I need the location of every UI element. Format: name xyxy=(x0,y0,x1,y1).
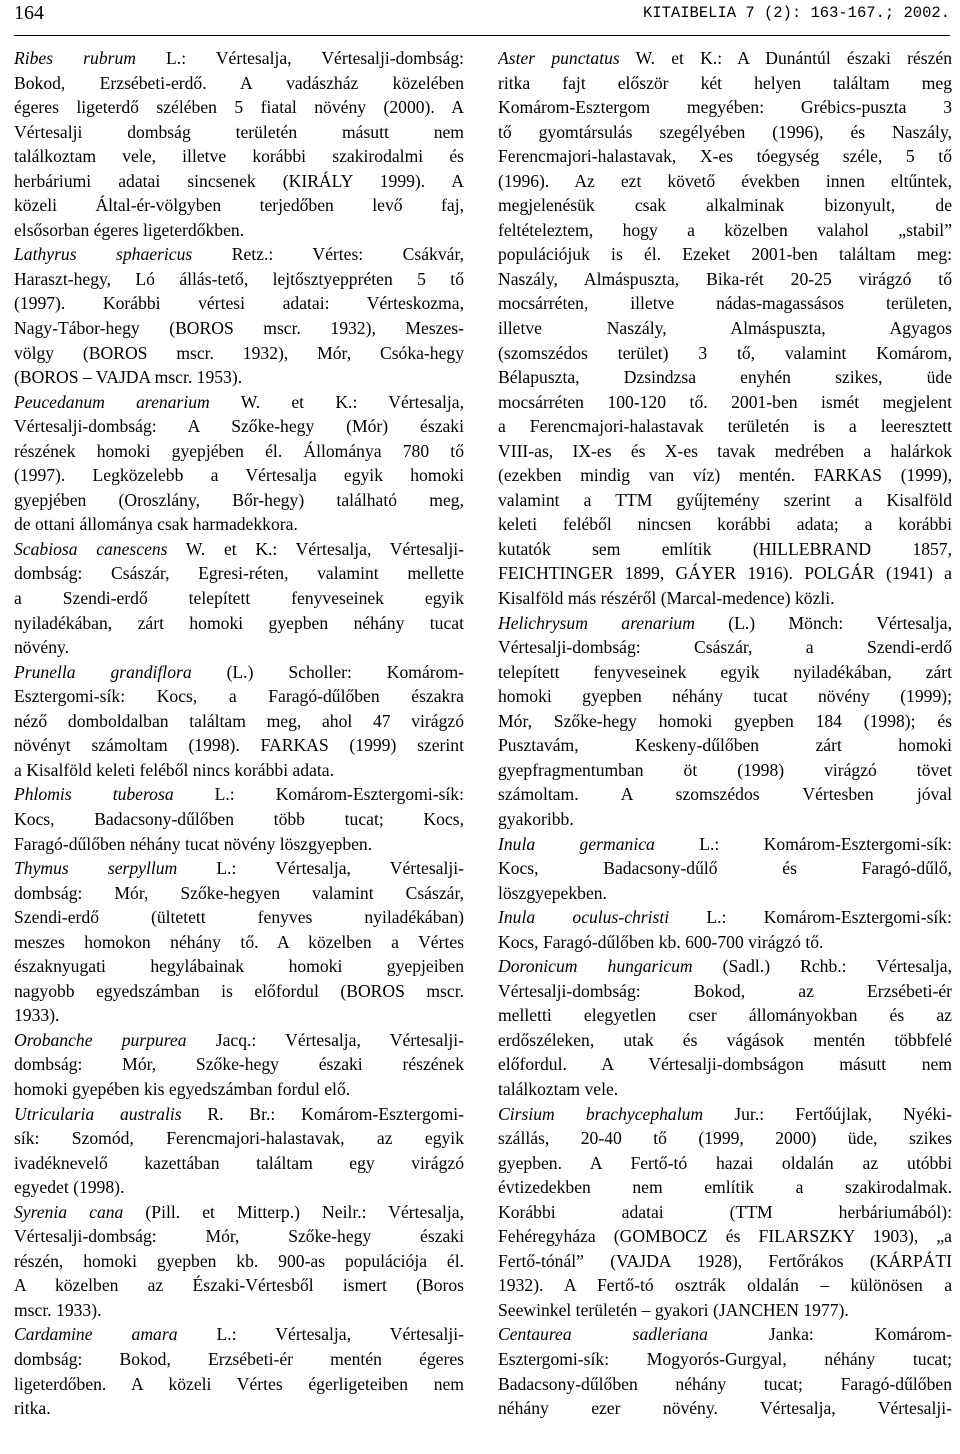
text-line xyxy=(498,611,952,636)
text-segment: Jacq.: Vértesalja, Vértesalji- xyxy=(186,1029,464,1050)
text-line xyxy=(14,611,464,636)
text-line xyxy=(498,316,952,341)
text-line xyxy=(14,1200,464,1225)
text-segment: északnyugati hegylábainak homoki gyepjeiben xyxy=(14,956,464,977)
species-name: Aster punctatus xyxy=(498,48,620,68)
text-segment: (L.) Scholler: Komárom- xyxy=(191,661,464,682)
text-line xyxy=(14,1249,464,1274)
page-number: 164 xyxy=(14,2,44,24)
text-segment: mscr. 1933). xyxy=(14,1299,102,1320)
text-line xyxy=(498,954,952,979)
text-line xyxy=(498,832,952,857)
text-segment: (L.) Mönch: Vértesalja, xyxy=(694,612,952,633)
text-segment: populációjuk is él. Ezeket 2001-ben találtam meg: xyxy=(498,244,952,265)
text-line xyxy=(498,733,952,758)
text-line xyxy=(498,782,952,807)
text-line xyxy=(498,561,952,586)
text-line xyxy=(498,1273,952,1298)
text-line xyxy=(498,1052,952,1077)
text-line xyxy=(14,684,464,709)
text-line xyxy=(14,267,464,292)
left-column xyxy=(14,46,464,1421)
text-segment: W. et K.: Vértesalja, xyxy=(209,391,464,412)
text-line xyxy=(498,218,952,243)
text-segment: néző domboldalban találtam meg, ahol 47 virágzó xyxy=(14,710,464,731)
text-line xyxy=(14,71,464,96)
text-segment: völgy (BOROS mscr. 1932), Mór, Csóka-hegy xyxy=(14,342,464,363)
text-line xyxy=(14,1347,464,1372)
text-segment: gyepfragmentumban öt (1998) virágzó tövet xyxy=(498,759,952,780)
text-segment: Komárom-Esztergom megyében: Grébics-puszta 3 xyxy=(498,97,952,118)
text-line xyxy=(14,1322,464,1347)
text-segment: erdőszéleken, utak és vágások mentén többfelé xyxy=(498,1029,952,1050)
text-segment: W. et K.: A Dunántúl északi részén xyxy=(619,48,952,68)
text-segment: 1933). xyxy=(14,1005,60,1026)
text-segment: feltételeztem, hogy a közelben valahol „stabil” xyxy=(498,219,952,240)
text-line xyxy=(14,1126,464,1151)
text-segment: Esztergomi-sík: Mogyorós-Gurgyal, néhány tucat; xyxy=(498,1348,952,1369)
text-line xyxy=(498,709,952,734)
text-line xyxy=(14,390,464,415)
text-segment: (ezekben mindig van víz) mentén. FARKAS (1999), xyxy=(498,465,952,486)
text-segment: herbáriumi adatai sincsenek (KIRÁLY 1999). A xyxy=(14,170,464,191)
text-segment: Korábbi adatai (TTM herbáriumából): xyxy=(498,1201,952,1222)
text-line xyxy=(14,1372,464,1397)
text-segment: Faragó-dűlőben néhány tucat növény löszgyepben. xyxy=(14,833,373,854)
text-segment: L.: Komárom-Esztergomi-sík: xyxy=(173,784,464,805)
text-line xyxy=(498,758,952,783)
text-line xyxy=(498,488,952,513)
text-line xyxy=(14,561,464,586)
text-line xyxy=(14,660,464,685)
text-segment: évtizedekben nem említik a szakirodalmak. xyxy=(498,1177,952,1198)
text-segment: Szendi-erdő (ültetett fenyves nyiladékában) xyxy=(14,907,464,928)
text-line xyxy=(14,586,464,611)
text-line xyxy=(14,291,464,316)
text-segment: Vértesalji-dombság: Császár, a Szendi-erdő xyxy=(498,637,952,658)
species-name: Thymus serpyllum xyxy=(14,858,178,879)
text-segment: a Szendi-erdő telepített fenyveseinek egyik xyxy=(14,588,464,609)
text-line xyxy=(498,1372,952,1397)
text-line xyxy=(14,856,464,881)
text-segment: megjelenésük csak alkalminak bizonyult, de xyxy=(498,195,952,216)
text-segment: Vértesalji-dombság: A Szőke-hegy (Mór) északi xyxy=(14,416,464,437)
text-line xyxy=(498,120,952,145)
text-line xyxy=(14,1396,464,1421)
text-line xyxy=(14,1151,464,1176)
text-line xyxy=(498,856,952,881)
text-segment: (BOROS – VAJDA mscr. 1953). xyxy=(14,367,243,388)
text-line xyxy=(498,242,952,267)
text-line xyxy=(498,1175,952,1200)
species-name: Centaurea sadleriana xyxy=(498,1324,708,1345)
species-name: Prunella grandiflora xyxy=(14,661,192,682)
text-line xyxy=(498,1126,952,1151)
text-segment: L.: Komárom-Esztergomi-sík: xyxy=(669,907,952,928)
text-line xyxy=(14,316,464,341)
text-segment: előfordul. A Vértesalji-dombságon másutt nem xyxy=(498,1054,952,1075)
text-line xyxy=(498,1200,952,1225)
text-segment: Haraszt-hegy, Ló állás-tető, lejtősztyeppréten 5 tő xyxy=(14,268,464,289)
text-line xyxy=(14,1298,464,1323)
text-segment: egyedet (1998). xyxy=(14,1177,125,1198)
text-segment: Pusztavám, Keskeny-dűlőben zárt homoki xyxy=(498,735,952,756)
text-segment: Vértesalji-dombság: Mór, Szőke-hegy északi xyxy=(14,1226,464,1247)
text-line xyxy=(498,365,952,390)
text-segment: Naszály, Almáspuszta, Bika-rét 20-25 virágzó tő xyxy=(498,268,952,289)
text-segment: Kisalföld más részéről (Marcal-medence) közli. xyxy=(498,588,835,609)
text-segment: néhány ezer növény. Vértesalja, Vértesalji- xyxy=(498,1398,952,1419)
species-name: Orobanche purpurea xyxy=(14,1029,187,1050)
text-line xyxy=(498,1102,952,1127)
text-segment: (Sadl.) Rchb.: Vértesalja, xyxy=(692,956,952,977)
text-segment: Kocs, Badacsony-dűlő és Faragó-dűlő, xyxy=(498,858,952,879)
text-segment: nyiladékában, zárt homoki gyepben néhány tucat xyxy=(14,612,464,633)
text-segment: a Ferencmajori-halastavak területén is a leeresztett xyxy=(498,416,952,437)
text-segment: Bélapuszta, Dzsindzsa enyhén szikes, üde xyxy=(498,367,952,388)
text-line xyxy=(14,341,464,366)
text-segment: a Kisalföld keleti feléből nincs korábbi adata. xyxy=(14,759,334,780)
species-name: Doronicum hungaricum xyxy=(498,956,693,977)
text-line xyxy=(498,1224,952,1249)
text-line xyxy=(498,1003,952,1028)
text-segment: dombság: Mór, Szőke-hegyen valamint Császár, xyxy=(14,882,464,903)
text-line xyxy=(498,46,952,71)
text-line xyxy=(14,512,464,537)
species-name: Utricularia australis xyxy=(14,1103,182,1124)
text-segment: szállás, 20-40 tő (1999, 2000) üde, szikes xyxy=(498,1128,952,1149)
text-segment: L.: Vértesalja, Vértesalji- xyxy=(177,858,464,879)
text-segment: (szomszédos terület) 3 tő, valamint Komárom, xyxy=(498,342,952,363)
text-segment: Fehéregyháza (GOMBOCZ és FILARSZKY 1903), „a xyxy=(498,1226,952,1247)
text-segment: Ferencmajori-halastavak, X-es tóegység széle, 5 tő xyxy=(498,146,952,167)
text-segment: gyepjében (Oroszlány, Bőr-hegy) található meg, xyxy=(14,489,464,510)
text-line xyxy=(498,1077,952,1102)
text-line xyxy=(14,193,464,218)
text-segment: közeli Által-ér-völgyben terjedőben levő faj, xyxy=(14,195,464,216)
text-segment: L.: Vértesalja, Vértesalji- xyxy=(177,1324,464,1345)
text-line xyxy=(498,905,952,930)
species-name: Cardamine amara xyxy=(14,1324,178,1345)
text-line xyxy=(14,488,464,513)
text-segment: részének homoki gyepjében él. Állománya 780 tő xyxy=(14,440,464,461)
text-segment: növényt számoltam (1998). FARKAS (1999) szerint xyxy=(14,735,464,756)
text-line xyxy=(14,1028,464,1053)
text-segment: Badacsony-dűlőben néhány tucat; Faragó-dűlőben xyxy=(498,1373,952,1394)
species-name: Helichrysum arenarium xyxy=(498,612,695,633)
text-segment: ivadéknevelő kazettában találtam egy virágzó xyxy=(14,1152,464,1173)
text-segment: 1932). A Fertő-tó osztrák oldalán – különösen a xyxy=(498,1275,952,1296)
text-line xyxy=(498,341,952,366)
text-line xyxy=(498,1028,952,1053)
text-line xyxy=(14,95,464,120)
text-line xyxy=(14,930,464,955)
text-segment: tő gyomtársulás szegélyében (1996), és Naszály, xyxy=(498,121,952,142)
text-segment: (1997). Korábbi vértesi adatai: Vérteskozma, xyxy=(14,293,464,314)
text-segment: VIII-as, IX-es és X-es tavak medrében a halárkok xyxy=(498,440,952,461)
text-segment: L.: Komárom-Esztergomi-sík: xyxy=(654,833,952,854)
species-name: Inula oculus-christi xyxy=(498,907,670,928)
text-line xyxy=(498,71,952,96)
text-line xyxy=(14,905,464,930)
text-line xyxy=(14,242,464,267)
text-line xyxy=(498,1347,952,1372)
text-line xyxy=(14,1003,464,1028)
text-segment: R. Br.: Komárom-Esztergomi- xyxy=(181,1103,464,1124)
text-line xyxy=(14,414,464,439)
text-line xyxy=(14,46,464,71)
text-line xyxy=(498,512,952,537)
text-line xyxy=(498,635,952,660)
species-name: Cirsium brachycephalum xyxy=(498,1103,704,1124)
text-segment: telepített fenyveseinek egyik nyiladékában, zárt xyxy=(498,661,952,682)
right-column xyxy=(498,46,952,1421)
text-segment: ligeterdőben. A közeli Vértes égerligeteiben nem xyxy=(14,1373,464,1394)
text-line xyxy=(498,267,952,292)
text-segment: sík: Szomód, Ferencmajori-halastavak, az egyik xyxy=(14,1128,464,1149)
text-line xyxy=(498,1322,952,1347)
text-segment: (Pill. et Mitterp.) Neilr.: Vértesalja, xyxy=(123,1201,464,1222)
text-segment: illetve Naszály, Almáspuszta, Agyagos xyxy=(498,318,952,339)
text-line xyxy=(14,169,464,194)
text-line xyxy=(14,881,464,906)
text-line xyxy=(498,414,952,439)
text-segment: (1996). Az ezt követő években innen eltűntek, xyxy=(498,170,952,191)
text-segment: meszes homokon néhány tő. A közelben a Vértes xyxy=(14,931,464,952)
text-segment: kutatók sem említik (HILLEBRAND 1857, xyxy=(498,538,952,559)
text-line xyxy=(14,807,464,832)
text-segment: (1997). Legközelebb a Vértesalja egyik homoki xyxy=(14,465,464,486)
text-segment: növény. xyxy=(14,637,70,658)
species-name: Ribes rubrum xyxy=(14,48,136,68)
text-line xyxy=(14,954,464,979)
text-line xyxy=(14,120,464,145)
text-segment: ritka. xyxy=(14,1398,51,1419)
page-header xyxy=(14,0,950,34)
text-segment: ritka fajt először két helyen találtam meg xyxy=(498,72,952,93)
text-segment: dombság: Bokod, Erzsébeti-ér mentén égeres xyxy=(14,1348,464,1369)
text-segment: Bokod, Erzsébeti-erdő. A vadászház közelében xyxy=(14,72,464,93)
text-line xyxy=(14,144,464,169)
text-segment: számoltam. A szomszédos Vértesben jóval xyxy=(498,784,952,805)
text-line xyxy=(14,218,464,243)
text-segment: FEICHTINGER 1899, GÁYER 1916). POLGÁR (1941) a xyxy=(498,563,952,584)
text-segment: melletti elegyetlen cser állományokban és az xyxy=(498,1005,952,1026)
text-line xyxy=(14,832,464,857)
text-segment: Seewinkel területén – gyakori (JANCHEN 1977). xyxy=(498,1299,849,1320)
text-segment: dombság: Mór, Szőke-hegy északi részének xyxy=(14,1054,464,1075)
text-segment: keleti feléből nincsen korábbi adata; a korábbi xyxy=(498,514,952,535)
text-line xyxy=(498,586,952,611)
text-segment: W. et K.: Vértesalja, Vértesalji- xyxy=(167,538,464,559)
text-line xyxy=(498,291,952,316)
text-segment: égeres ligeterdő szélében 5 fiatal növény (2000). A xyxy=(14,97,464,118)
text-segment: mocsárréten, illetve nádas-magassásos területen, xyxy=(498,293,952,314)
text-segment: Fertő-tónál” (VAJDA 1928), Fertőrákos (KÁRPÁTI xyxy=(498,1250,952,1271)
text-segment: Retz.: Vértes: Csákvár, xyxy=(192,244,464,265)
text-segment: nagyobb egyedszámban is előfordul (BOROS mscr. xyxy=(14,980,464,1001)
text-segment: gyepben. A Fertő-tó hazai oldalán az utóbbi xyxy=(498,1152,952,1173)
text-segment: L.: Vértesalja, Vértesalji-dombság: xyxy=(135,48,464,68)
text-line xyxy=(498,169,952,194)
text-line xyxy=(14,1102,464,1127)
text-line xyxy=(498,390,952,415)
text-line xyxy=(498,660,952,685)
text-line xyxy=(14,782,464,807)
species-name: Lathyrus sphaericus xyxy=(14,244,193,265)
text-line xyxy=(14,1175,464,1200)
text-segment: Kocs, Badacsony-dűlőben több tucat; Kocs, xyxy=(14,808,464,829)
text-segment: A közelben az Északi-Vértesből ismert (Boros xyxy=(14,1275,464,1296)
text-segment: löszgyepekben. xyxy=(498,882,607,903)
species-name: Scabiosa canescens xyxy=(14,538,168,559)
text-line xyxy=(498,881,952,906)
text-segment: de ottani állománya csak harmadekkora. xyxy=(14,514,298,535)
species-name: Peucedanum arenarium xyxy=(14,391,210,412)
text-segment: Nagy-Tábor-hegy (BOROS mscr. 1932), Meszes- xyxy=(14,318,464,339)
text-line xyxy=(14,1273,464,1298)
text-line xyxy=(498,979,952,1004)
text-line xyxy=(14,463,464,488)
text-segment: mocsárréten 100-120 tő. 2001-ben ismét megjelent xyxy=(498,391,952,412)
text-segment: elsősorban égeres ligeterdőkben. xyxy=(14,219,245,240)
text-line xyxy=(14,365,464,390)
text-segment: találkoztam vele. xyxy=(498,1078,619,1099)
text-segment: Kocs, Faragó-dűlőben kb. 600-700 virágzó tő. xyxy=(498,931,824,952)
text-line xyxy=(498,1151,952,1176)
text-line xyxy=(498,95,952,120)
text-segment: dombság: Császár, Egresi-réten, valamint mellette xyxy=(14,563,464,584)
text-segment: részén, homoki gyepben kb. 900-as populációja él. xyxy=(14,1250,464,1271)
text-line xyxy=(498,807,952,832)
text-segment: valamint a TTM gyűjtemény szerint a Kisalföld xyxy=(498,489,952,510)
text-line xyxy=(14,733,464,758)
text-line xyxy=(14,439,464,464)
text-line xyxy=(14,1224,464,1249)
text-line xyxy=(14,1052,464,1077)
text-line xyxy=(498,1249,952,1274)
text-segment: gyakoribb. xyxy=(498,808,574,829)
text-segment: homoki gyepében kis egyedszámban fordul elő. xyxy=(14,1078,351,1099)
text-line xyxy=(14,758,464,783)
text-line xyxy=(14,709,464,734)
species-name: Syrenia cana xyxy=(14,1201,124,1222)
text-line xyxy=(14,979,464,1004)
journal-reference: KITAIBELIA 7 (2): 163-167.; 2002. xyxy=(643,4,950,22)
text-segment: Esztergomi-sík: Kocs, a Faragó-dűlőben északra xyxy=(14,686,464,707)
species-name: Inula germanica xyxy=(498,833,655,854)
text-line xyxy=(498,537,952,562)
text-segment: Janka: Komárom- xyxy=(707,1324,952,1345)
text-line xyxy=(14,635,464,660)
species-name: Phlomis tuberosa xyxy=(14,784,174,805)
text-segment: Jur.: Fertőújlak, Nyéki- xyxy=(703,1103,952,1124)
text-segment: Mór, Szőke-hegy homoki gyepben 184 (1998); és xyxy=(498,710,952,731)
text-line xyxy=(498,684,952,709)
text-segment: Vértesalji-dombság: Bokod, az Erzsébeti-ér xyxy=(498,980,952,1001)
header-rule xyxy=(14,35,950,36)
text-line xyxy=(498,193,952,218)
text-line xyxy=(498,439,952,464)
text-segment: homoki gyepben néhány tucat növény (1999); xyxy=(498,686,952,707)
text-line xyxy=(498,1298,952,1323)
text-line xyxy=(14,1077,464,1102)
text-segment: Vértesalji dombság területén másutt nem xyxy=(14,121,464,142)
text-line xyxy=(498,144,952,169)
text-line xyxy=(498,463,952,488)
text-line xyxy=(14,537,464,562)
text-line xyxy=(498,1396,952,1421)
text-line xyxy=(498,930,952,955)
text-segment: találkoztam vele, illetve korábbi szakirodalmi és xyxy=(14,146,464,167)
